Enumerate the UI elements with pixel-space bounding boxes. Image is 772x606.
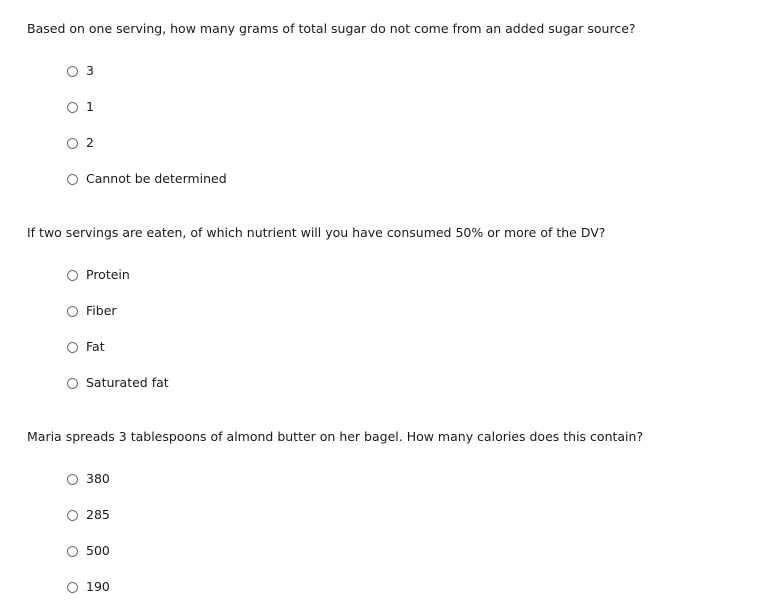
option-label: Fat xyxy=(86,339,105,354)
radio-button[interactable] xyxy=(67,138,78,149)
radio-button[interactable] xyxy=(67,546,78,557)
answer-option[interactable] xyxy=(67,339,105,355)
radio-button[interactable] xyxy=(67,510,78,521)
option-label: 2 xyxy=(86,135,94,150)
option-label: 3 xyxy=(86,63,94,78)
answer-option[interactable] xyxy=(67,375,169,391)
answer-option[interactable] xyxy=(67,99,94,115)
radio-button[interactable] xyxy=(67,474,78,485)
answer-option[interactable] xyxy=(67,303,117,319)
answer-option[interactable] xyxy=(67,579,110,595)
radio-button[interactable] xyxy=(67,270,78,281)
question-text: Based on one serving, how many grams of total sugar do not come from an added sugar source? xyxy=(27,21,636,36)
option-label: Fiber xyxy=(86,303,117,318)
option-label: 1 xyxy=(86,99,94,114)
answer-option[interactable] xyxy=(67,507,110,523)
radio-button[interactable] xyxy=(67,102,78,113)
radio-button[interactable] xyxy=(67,582,78,593)
radio-button[interactable] xyxy=(67,342,78,353)
radio-button[interactable] xyxy=(67,306,78,317)
option-label: 380 xyxy=(86,471,110,486)
question-text: If two servings are eaten, of which nutrient will you have consumed 50% or more of the DV? xyxy=(27,225,606,240)
answer-option[interactable] xyxy=(67,543,110,559)
answer-option[interactable] xyxy=(67,63,94,79)
option-label: 500 xyxy=(86,543,110,558)
option-label: Protein xyxy=(86,267,130,282)
option-label: Cannot be determined xyxy=(86,171,227,186)
question-text: Maria spreads 3 tablespoons of almond butter on her bagel. How many calories does this contain? xyxy=(27,429,644,444)
answer-option[interactable] xyxy=(67,171,227,187)
answer-option[interactable] xyxy=(67,267,130,283)
option-label: Saturated fat xyxy=(86,375,169,390)
radio-button[interactable] xyxy=(67,378,78,389)
option-label: 190 xyxy=(86,579,110,594)
answer-option[interactable] xyxy=(67,135,94,151)
radio-button[interactable] xyxy=(67,66,78,77)
answer-option[interactable] xyxy=(67,471,110,487)
option-label: 285 xyxy=(86,507,110,522)
radio-button[interactable] xyxy=(67,174,78,185)
